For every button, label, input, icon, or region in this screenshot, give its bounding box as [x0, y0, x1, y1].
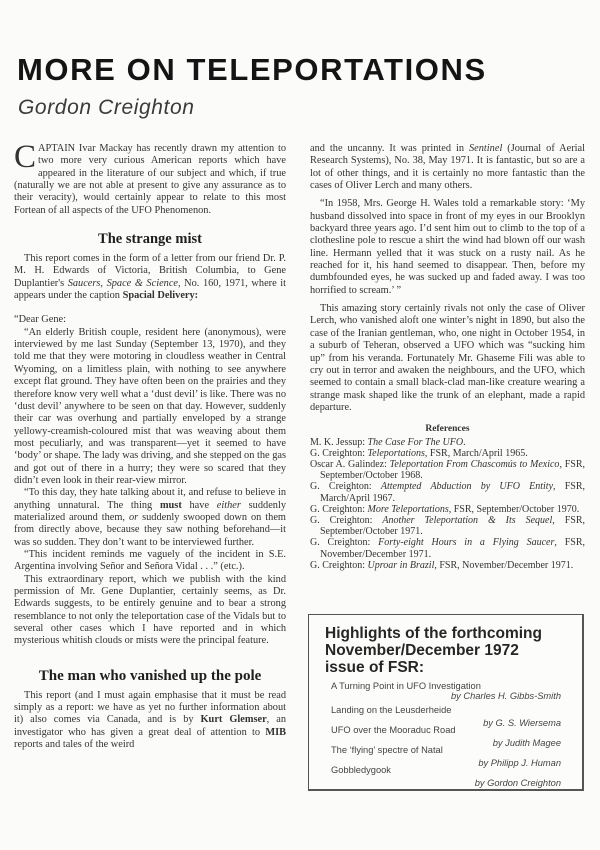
reference-item: G. Creighton: Another Teleportation & Its Sequel, FSR, September/October 1971. [310, 514, 585, 538]
right-column [310, 143, 585, 571]
article-title: MORE ON TELEPORTATIONS [17, 52, 487, 87]
highlight-item: The ‘flying’ spectre of Natal by Philipp J. Human [331, 745, 561, 768]
paragraph: This extraordinary report, which we publish with the kind permission of Mr. Gene Duplantier, certainly seems, as Dr. Edwards suggests, to be entirely genuine and to bear a strong resemblance to not only the teleportation case of the Vidals but to several other cases which I have reported and in which mysterious whitish clouds or mists were the principal feature. [14, 573, 286, 647]
paragraph: This report comes in the form of a letter from our friend Dr. P. M. H. Edwards of Victoria, British Columbia, to Gene Duplantier's Saucers, Space & Science, No. 160, 1971, where it appears under the caption Spacial Delivery: [14, 253, 286, 302]
paragraph: This amazing story certainly rivals not only the case of Oliver Lerch, who vanished aloft one winter’s night in 1890, but also the case of the Iranian gentleman, who, one night in October 1954, in a suburb of Teheran, observed a UFO which was “sucking him up” from his veranda. Fortunately Mr. Ghaseme Fili was able to cry out in terror and awaken the neighbours, and the UFO, which seemed to contain a small black-clad man-like creature wearing a strange mask shaped like the trunk of an elephant, made a rapid departure. [310, 303, 585, 413]
paragraph: “To this day, they hate talking about it, and refuse to believe in anything unnatural. The thing must have either suddenly materialized around them, or suddenly swooped down on them from directly above, because they saw nothing beforehand—it was so sudden. They don’t want to be interviewed further. [14, 487, 287, 548]
paragraph: This report (and I must again emphasise that it must be read simply as a report: we have as yet no further information about it) also comes via Canada, and is by Kurt Glemser, an investigator who has given a great deal of attention to MIB reports and tales of the weird [14, 689, 286, 751]
paragraph: “In 1958, Mrs. George H. Wales told a remarkable story: ‘My husband dissolved into space in front of my eyes in our Brooklyn backyard three years ago. I’d sent him out to climb to the top of a clothesline pole to rescue a shirt the wind had blown off our wash line. Hermann yelled that it was stuck on a rusty nail. As he reached for it, his hand seemed to disappear. Then, before my dumbfounded eyes, he was sucked up and faded away. I was too horrified to scream.’ ” [310, 198, 585, 296]
paragraph: and the uncanny. It was printed in Sentinel (Journal of Aerial Research Systems), No. 38, May 1971. It is fantastic, but so are a lot of other things, and it is certainly no more fantastic than the cases of Oliver Lerch and many others. [310, 143, 585, 192]
section-heading-man-vanished: The man who vanished up the pole [38, 667, 262, 684]
reference-item: G. Creighton: Teleportations, FSR, March/April 1965. [310, 447, 528, 459]
reference-item: G. Creighton: Forty-eight Hours in a Flying Saucer, FSR, November/December 1971. [310, 537, 585, 560]
reference-item: Oscar A. Galindez: Teleportation From Chascomús to Mexico, FSR, September/October 1968. [310, 458, 585, 482]
intro-paragraph: CAPTAIN Ivar Mackay has recently drawn my attention to two more very curious American reports which have appeared in the literature of our subject and which, if true (naturally we are not able at present to give any assurance as to their veracity), would certainly appear to relate to this most Fortean of all aspects of the UFO Phenomenon. [14, 139, 286, 216]
reference-item: G. Creighton: More Teleportations, FSR, September/October 1970. [310, 503, 580, 515]
drop-cap: C [14, 139, 37, 175]
paragraph: “This incident reminds me vaguely of the incident in S.E. Argentina involving Señor and Señora Vidal . . .” (etc.). [14, 548, 286, 573]
section-heading-strange-mist: The strange mist [98, 231, 202, 248]
highlights-heading: Highlights of the forthcoming November/December 1972 issue of FSR: [325, 625, 542, 676]
highlight-item: A Turning Point in UFO Investigation by Charles H. Gibbs-Smith [331, 681, 561, 701]
reference-item: G. Creighton: Uproar in Brazil, FSR, November/December 1971. [310, 559, 574, 571]
references-heading: References [425, 424, 470, 435]
references-list [310, 437, 585, 571]
highlight-item: Gobbledygook by Gordon Creighton [331, 765, 561, 788]
highlights-box [308, 614, 584, 791]
letter-salutation: “Dear Gene: [14, 314, 66, 326]
left-column [14, 139, 287, 751]
reference-item: G. Creighton: Attempted Abduction by UFO Entity, FSR, March/April 1967. [310, 481, 586, 504]
article-author: Gordon Creighton [18, 96, 195, 119]
reference-item: M. K. Jessup: The Case For The UFO. [310, 436, 466, 448]
highlight-item: Landing on the Leusderheide by G. S. Wiersema [331, 705, 561, 728]
paragraph: “An elderly British couple, resident here (anonymous), were interviewed by me last Sunday (September 13, 1970), and they told me that they were motoring in cloudless weather in Central Wyoming, on a limitless plain, with nothing to see anywhere except flat ground. They have often been on the prairies and they therefore know very well what a ‘dust devil’ is like. There was no ‘dust devil’ anywhere to be seen on that day. However, suddenly their car was overhung and partially enveloped by a strange yellowy-creamish-coloured mist that was weaving about them most peculiarly, and was transparent—yet it seemed to have ‘body’ or shape. The lady was driving, and she stepped on the gas and got out of there in a hurry; they were so scared that they didn’t even look in their rear-view mirror. [14, 326, 286, 486]
highlight-item: UFO over the Mooraduc Road by Judith Magee [331, 725, 561, 748]
